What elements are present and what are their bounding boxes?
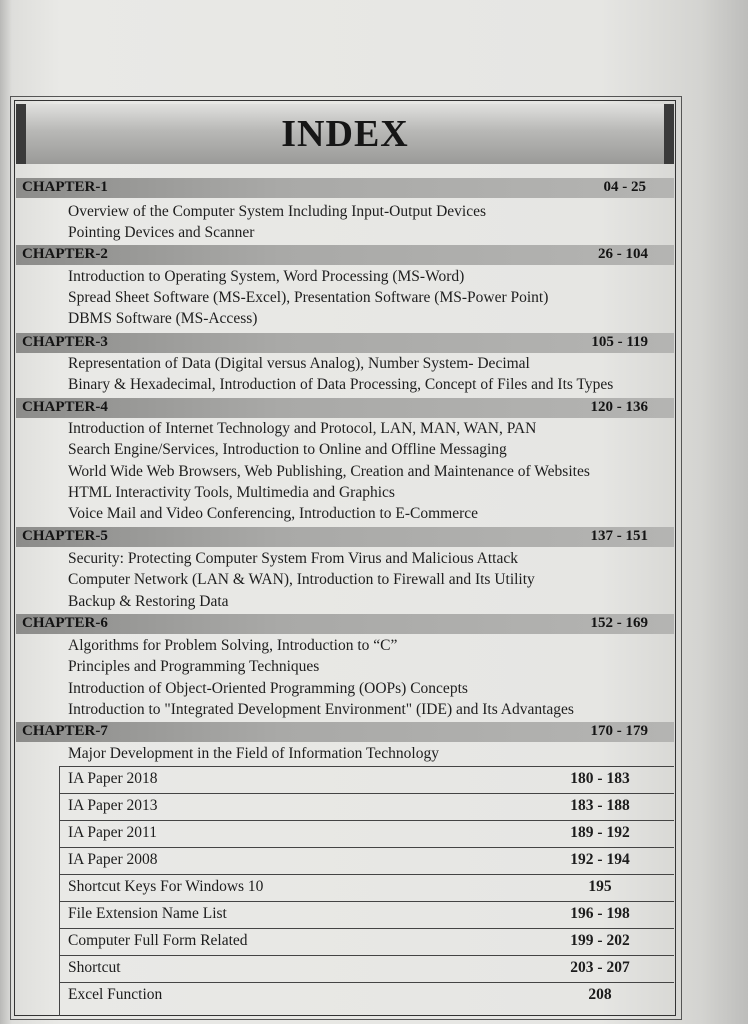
topic-line: Representation of Data (Digital versus Analog), Number System- Decimal — [68, 355, 530, 372]
chapter-label: CHAPTER-2 — [22, 246, 108, 262]
extra-label: Shortcut — [68, 959, 121, 976]
extra-pages: 196 - 198 — [570, 905, 630, 922]
extra-row — [60, 928, 674, 955]
chapter-pages: 120 - 136 — [590, 399, 648, 415]
extra-pages: 203 - 207 — [570, 959, 630, 976]
chapter-label: CHAPTER-4 — [22, 399, 108, 415]
chapter-label: CHAPTER-3 — [22, 334, 108, 350]
topic-line: Backup & Restoring Data — [68, 593, 229, 610]
extra-row — [60, 955, 674, 982]
chapter-label: CHAPTER-7 — [22, 723, 108, 739]
extra-label: IA Paper 2011 — [68, 824, 157, 841]
topic-line: World Wide Web Browsers, Web Publishing, Creation and Maintenance of Websites — [68, 463, 590, 480]
topic-line: Principles and Programming Techniques — [68, 658, 320, 675]
extra-pages: 192 - 194 — [570, 851, 630, 868]
extra-label: Computer Full Form Related — [68, 932, 248, 949]
chapter-pages: 04 - 25 — [603, 179, 646, 195]
extra-row — [60, 874, 674, 901]
grid-left-column — [16, 766, 60, 1016]
topic-line: Introduction of Internet Technology and Protocol, LAN, MAN, WAN, PAN — [68, 420, 537, 437]
chapter-bar — [16, 178, 674, 198]
topic-line: Security: Protecting Computer System From Virus and Malicious Attack — [68, 550, 518, 567]
chapter-pages: 105 - 119 — [591, 334, 648, 350]
page-title: INDEX — [281, 113, 409, 155]
topic-line: Pointing Devices and Scanner — [68, 224, 255, 241]
topic-line: Search Engine/Services, Introduction to Online and Offline Messaging — [68, 441, 507, 458]
extra-label: File Extension Name List — [68, 905, 227, 922]
extra-label: Excel Function — [68, 986, 163, 1003]
topic-line: Binary & Hexadecimal, Introduction of Data Processing, Concept of Files and Its Types — [68, 376, 614, 393]
topic-line: Major Development in the Field of Information Technology — [68, 745, 439, 762]
chapter-pages: 137 - 151 — [590, 528, 648, 544]
extra-pages: 208 — [588, 986, 612, 1003]
chapter-pages: 170 - 179 — [590, 723, 648, 739]
topic-line: Algorithms for Problem Solving, Introduction to “C” — [68, 637, 398, 654]
extra-label: IA Paper 2018 — [68, 770, 158, 787]
chapter-bar — [16, 245, 674, 265]
chapter-label: CHAPTER-5 — [22, 528, 108, 544]
extra-label: IA Paper 2013 — [68, 797, 158, 814]
extra-pages: 183 - 188 — [570, 797, 630, 814]
extra-pages: 189 - 192 — [570, 824, 630, 841]
chapter-bar — [16, 722, 674, 742]
topic-line: Introduction of Object-Oriented Programming (OOPs) Concepts — [68, 680, 468, 697]
extra-pages: 195 — [588, 878, 612, 895]
extra-pages: 199 - 202 — [570, 932, 630, 949]
chapter-label: CHAPTER-6 — [22, 615, 108, 631]
chapter-bar — [16, 527, 674, 547]
extra-row — [60, 793, 674, 820]
extra-row — [60, 820, 674, 847]
chapter-label: CHAPTER-1 — [22, 179, 108, 195]
chapter-bar — [16, 333, 674, 353]
chapter-pages: 26 - 104 — [598, 246, 648, 262]
extra-row — [60, 766, 674, 793]
extra-label: Shortcut Keys For Windows 10 — [68, 878, 264, 895]
topic-line: Spread Sheet Software (MS-Excel), Presentation Software (MS-Power Point) — [68, 289, 549, 306]
topic-line: DBMS Software (MS-Access) — [68, 310, 258, 327]
topic-line: HTML Interactivity Tools, Multimedia and Graphics — [68, 484, 395, 501]
topic-line: Computer Network (LAN & WAN), Introduction to Firewall and Its Utility — [68, 571, 535, 588]
extra-row — [60, 847, 674, 874]
topic-line: Overview of the Computer System Including Input-Output Devices — [68, 203, 486, 220]
extra-row — [60, 982, 674, 1016]
extra-pages: 180 - 183 — [570, 770, 630, 787]
extra-row — [60, 901, 674, 928]
topic-line: Voice Mail and Video Conferencing, Introduction to E-Commerce — [68, 505, 479, 522]
chapter-pages: 152 - 169 — [590, 615, 648, 631]
chapter-bar — [16, 398, 674, 418]
topic-line: Introduction to Operating System, Word Processing (MS-Word) — [68, 268, 465, 285]
chapter-bar — [16, 614, 674, 634]
extra-label: IA Paper 2008 — [68, 851, 158, 868]
topic-line: Introduction to "Integrated Development Environment" (IDE) and Its Advantages — [68, 701, 574, 718]
